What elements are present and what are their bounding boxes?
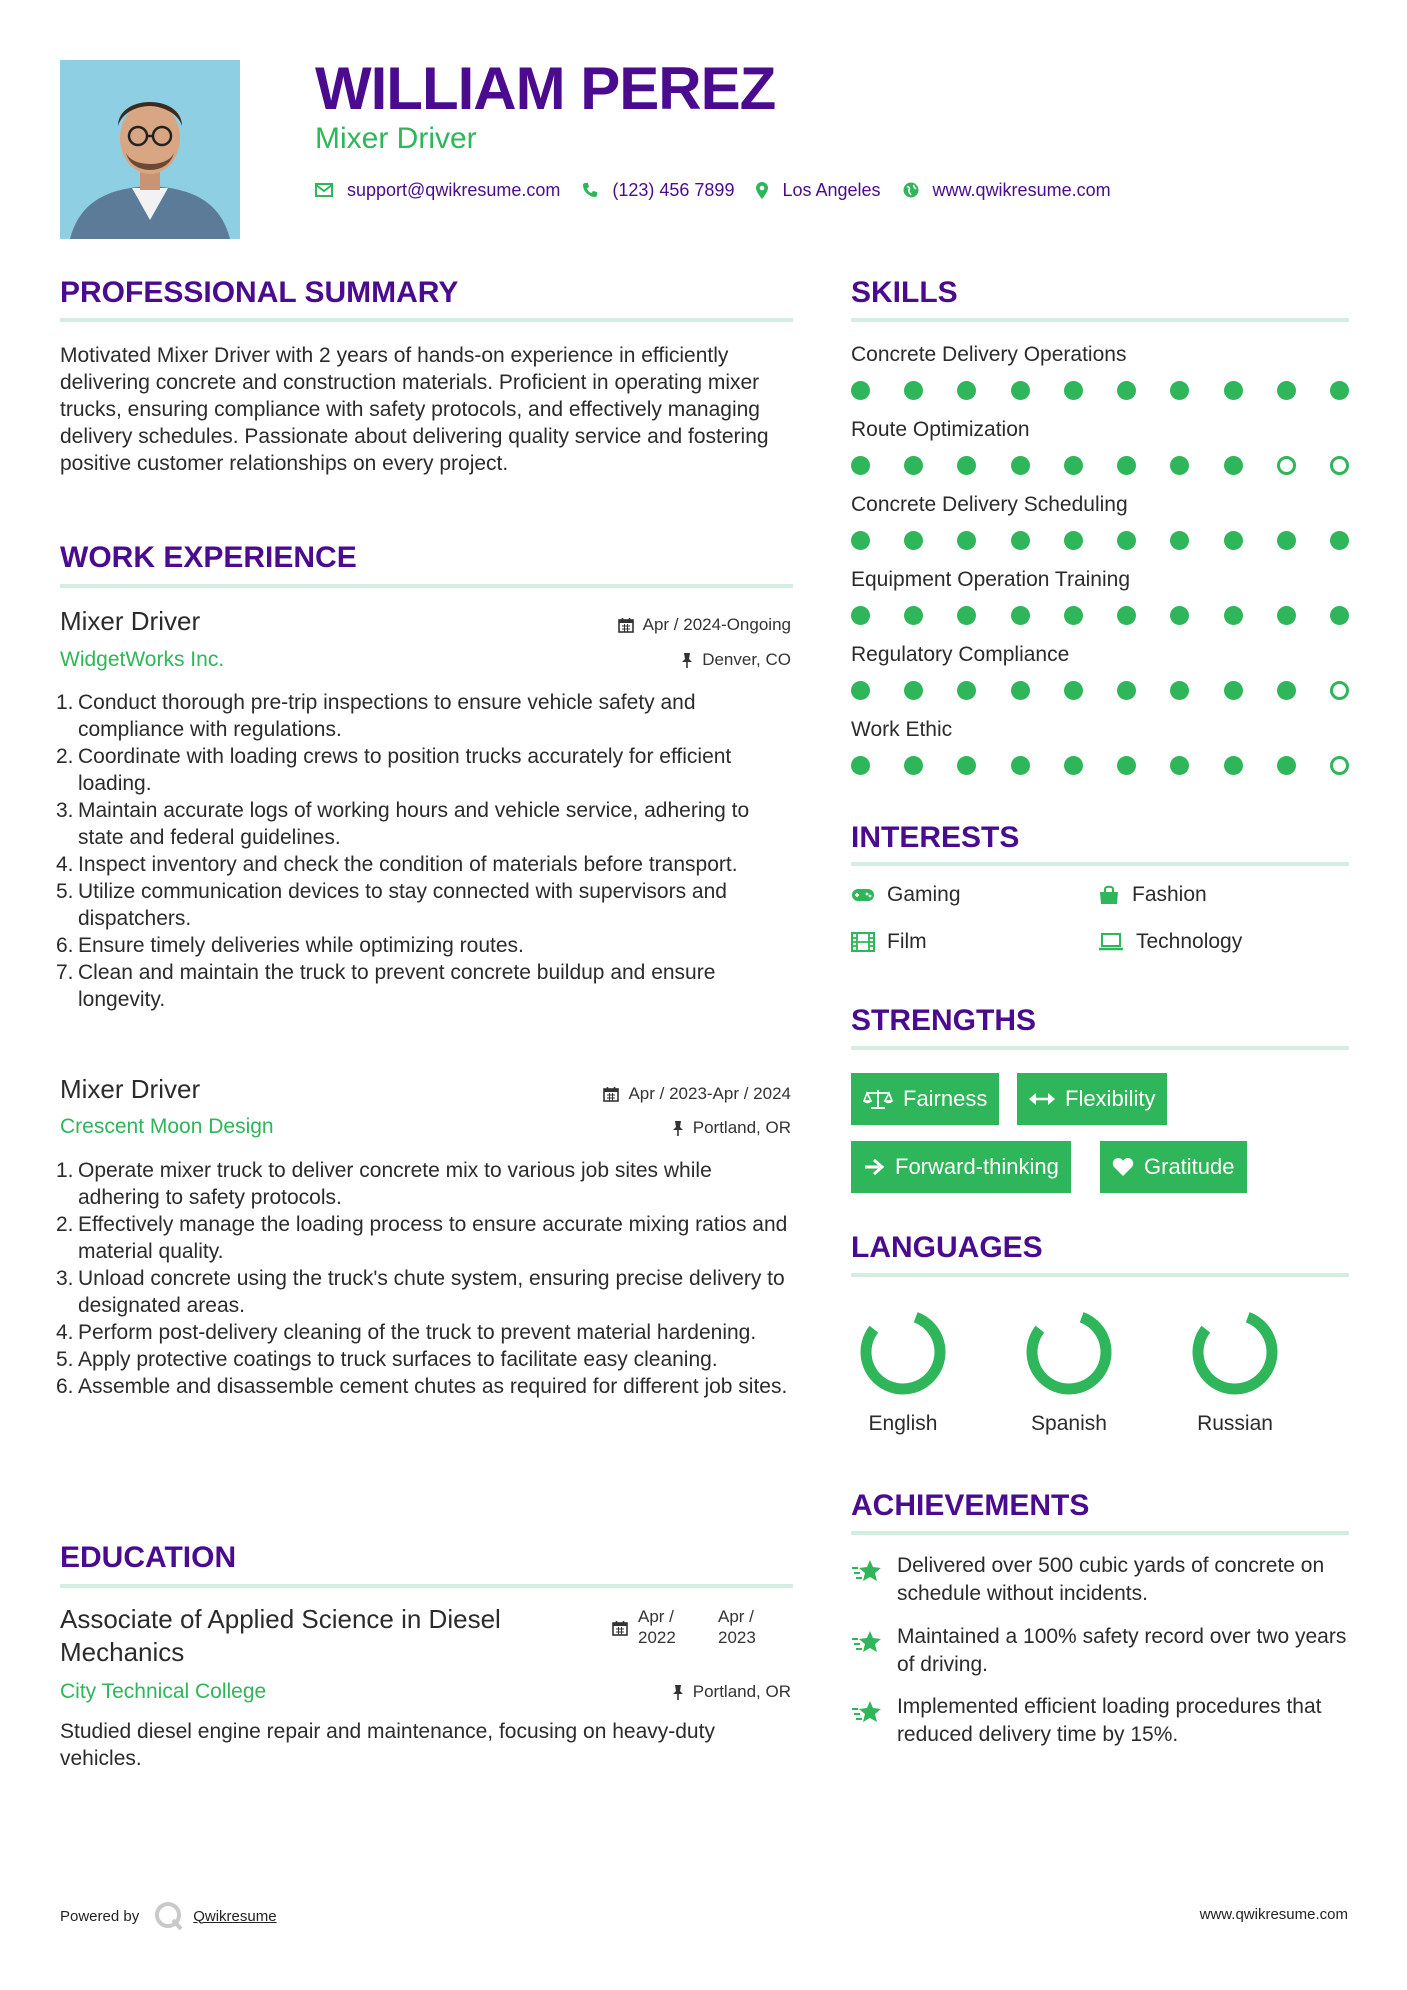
skill-rating	[851, 456, 1349, 476]
list-item: 4. Perform post-delivery cleaning of the truck to prevent material hardening.	[56, 1321, 757, 1344]
job-dates-text: Apr / 2023-Apr / 2024	[628, 1084, 791, 1103]
rating-dot-filled	[1170, 531, 1189, 550]
language-name: Russian	[1197, 1412, 1273, 1435]
skill-name: Work Ethic	[851, 718, 953, 741]
phone-text: (123) 456 7899	[612, 179, 735, 200]
footer-website[interactable]: www.qwikresume.com	[1199, 1906, 1348, 1923]
summary-heading: PROFESSIONAL SUMMARY	[60, 276, 459, 309]
rating-dot-filled	[1064, 531, 1083, 550]
achievement-text: Maintained a 100% safety record over two years of driving.	[896, 1625, 1347, 1676]
list-item: 1. Operate mixer truck to deliver concrete mix to various job sites while adhering to safety protocols.	[56, 1159, 712, 1209]
summary-text: Motivated Mixer Driver with 2 years of hands-on experience in efficiently delivering concrete and construction materials. Proficient in operating mixer trucks, ensuring compliance with safety protocols, and effectively managing delivery schedules. Passionate about delivering quality service and fostering positive customer relationships on every project.	[60, 344, 769, 475]
heart-icon	[1112, 1157, 1134, 1177]
calendar-icon	[618, 617, 634, 633]
globe-icon	[903, 182, 919, 198]
rating-dot-filled	[1224, 381, 1243, 400]
rating-dot-filled	[1170, 606, 1189, 625]
rating-dot-filled	[957, 756, 976, 775]
job-title: Mixer Driver	[60, 606, 201, 636]
skill-name: Concrete Delivery Scheduling	[851, 493, 1128, 516]
rating-dot-filled	[1011, 681, 1030, 700]
rating-dot-empty	[1330, 681, 1349, 700]
job-location-text: Portland, OR	[692, 1118, 791, 1137]
job-location-text: Denver, CO	[702, 650, 791, 669]
interests-heading: INTERESTS	[851, 821, 1020, 854]
rating-dot-filled	[1224, 531, 1243, 550]
rating-dot-filled	[1064, 381, 1083, 400]
candidate-name: WILLIAM PEREZ	[315, 55, 776, 122]
skill-rating	[851, 381, 1349, 401]
rating-dot-filled	[1064, 756, 1083, 775]
list-item: 7. Clean and maintain the truck to prevent concrete buildup and ensure longevity.	[56, 961, 716, 1011]
list-item: 6. Assemble and disassemble cement chutes as required for different job sites.	[56, 1375, 788, 1398]
list-item: 5. Utilize communication devices to stay connected with supervisors and dispatchers.	[56, 880, 727, 930]
laptop-icon	[1098, 933, 1124, 951]
calendar-icon	[603, 1086, 619, 1102]
education-dates	[612, 1606, 778, 1648]
calendar-icon	[612, 1620, 628, 1636]
achievements-divider	[851, 1531, 1349, 1535]
rating-dot-filled	[1224, 756, 1243, 775]
rating-dot-filled	[1064, 456, 1083, 475]
rating-dot-filled	[1170, 456, 1189, 475]
rating-dot-filled	[1011, 756, 1030, 775]
strength-tag: Forward-thinking	[851, 1141, 1071, 1193]
rating-dot-filled	[1117, 531, 1136, 550]
rating-dot-filled	[1011, 606, 1030, 625]
rating-dot-filled	[1170, 756, 1189, 775]
contact-location	[756, 180, 880, 201]
shopping-bag-icon	[1098, 885, 1120, 905]
skill-rating	[851, 681, 1349, 701]
language-name: Spanish	[1031, 1412, 1107, 1435]
skill-name: Route Optimization	[851, 418, 1030, 441]
language-name: English	[868, 1412, 938, 1435]
rating-dot-filled	[1170, 681, 1189, 700]
list-item: 3. Maintain accurate logs of working hours and vehicle service, adhering to state and federal guidelines.	[56, 799, 750, 849]
website-text: www.qwikresume.com	[932, 179, 1111, 200]
experience-divider	[60, 584, 793, 588]
contact-bar	[315, 178, 1133, 202]
gamepad-icon	[851, 887, 875, 903]
rating-dot-filled	[1011, 531, 1030, 550]
achievements-heading: ACHIEVEMENTS	[851, 1489, 1090, 1522]
language-item	[1170, 1302, 1300, 1442]
rating-dot-filled	[1330, 606, 1349, 625]
strength-tag: Flexibility	[1017, 1073, 1167, 1125]
proficiency-arc	[866, 1317, 940, 1389]
job-dates	[618, 615, 791, 635]
list-item: 1. Conduct thorough pre-trip inspections to ensure vehicle safety and compliance with regulations.	[56, 691, 696, 741]
achievement-text: Implemented efficient loading procedures that reduced delivery time by 15%.	[896, 1695, 1322, 1746]
rating-dot-filled	[1224, 456, 1243, 475]
rating-dot-empty	[1277, 456, 1296, 475]
rating-dot-filled	[1117, 456, 1136, 475]
phone-icon	[582, 182, 598, 198]
language-proficiency-ring	[1004, 1302, 1134, 1402]
interest-item: Fashion	[1098, 883, 1207, 907]
job-dates	[603, 1084, 791, 1104]
degree-title: Associate of Applied Science in Diesel Mechanics	[60, 1604, 501, 1667]
rating-dot-filled	[957, 456, 976, 475]
education-location	[672, 1682, 791, 1702]
job-location	[681, 650, 791, 670]
film-icon	[851, 932, 875, 952]
school-name: City Technical College	[60, 1680, 267, 1703]
rating-dot-filled	[1117, 681, 1136, 700]
pushpin-icon	[672, 1120, 684, 1137]
rating-dot-filled	[1277, 606, 1296, 625]
skills-heading: SKILLS	[851, 276, 958, 309]
skill-rating	[851, 756, 1349, 776]
pushpin-icon	[681, 652, 693, 669]
job-duties-list	[56, 689, 790, 1013]
rating-dot-filled	[1277, 681, 1296, 700]
rating-dot-filled	[851, 381, 870, 400]
rating-dot-filled	[1117, 756, 1136, 775]
envelope-icon	[315, 183, 333, 197]
interests-divider	[851, 862, 1349, 866]
strengths-divider	[851, 1046, 1349, 1050]
experience-heading: WORK EXPERIENCE	[60, 541, 357, 574]
education-divider	[60, 1584, 793, 1588]
strength-tag: Fairness	[851, 1073, 999, 1125]
rating-dot-filled	[904, 456, 923, 475]
skills-divider	[851, 318, 1349, 322]
contact-email[interactable]	[315, 180, 560, 201]
list-item: 3. Unload concrete using the truck's chute system, ensuring precise delivery to designated areas.	[56, 1267, 785, 1317]
rating-dot-filled	[851, 606, 870, 625]
map-pin-icon	[756, 182, 768, 199]
rating-dot-filled	[904, 381, 923, 400]
job-location	[672, 1118, 791, 1138]
language-proficiency-ring	[1170, 1302, 1300, 1402]
arrow-right-icon	[863, 1158, 885, 1176]
languages-heading: LANGUAGES	[851, 1231, 1043, 1264]
rating-dot-filled	[957, 381, 976, 400]
achievement-item	[851, 1693, 1351, 1749]
rating-dot-filled	[1224, 606, 1243, 625]
education-start: Apr / 2022	[638, 1607, 676, 1647]
company-name: Crescent Moon Design	[60, 1115, 274, 1138]
education-location-text: Portland, OR	[692, 1682, 791, 1701]
rating-dot-filled	[957, 606, 976, 625]
company-name: WidgetWorks Inc.	[60, 648, 225, 671]
rating-dot-filled	[851, 531, 870, 550]
strength-tag: Gratitude	[1100, 1141, 1247, 1193]
language-item	[838, 1302, 968, 1442]
location-text: Los Angeles	[782, 179, 881, 200]
strengths-heading: STRENGTHS	[851, 1004, 1037, 1037]
list-item: 4. Inspect inventory and check the condition of materials before transport.	[56, 853, 738, 876]
footer-powered-by	[60, 1900, 277, 1932]
education-end: Apr / 2023	[718, 1607, 756, 1647]
rating-dot-filled	[1011, 381, 1030, 400]
arrows-horizontal-icon	[1029, 1092, 1055, 1106]
rating-dot-filled	[1170, 381, 1189, 400]
education-description: Studied diesel engine repair and maintenance, focusing on heavy-duty vehicles.	[60, 1720, 715, 1770]
brand-link[interactable]: Qwikresume	[193, 1907, 277, 1925]
list-item: 2. Effectively manage the loading process to ensure accurate mixing ratios and material quality.	[56, 1213, 788, 1263]
rating-dot-filled	[904, 606, 923, 625]
language-item	[1004, 1302, 1134, 1442]
proficiency-arc	[1198, 1317, 1272, 1389]
contact-phone[interactable]	[582, 180, 734, 201]
rating-dot-filled	[957, 531, 976, 550]
summary-divider	[60, 318, 793, 322]
profile-photo	[60, 60, 240, 239]
scale-icon	[863, 1088, 893, 1110]
achievement-text: Delivered over 500 cubic yards of concrete on schedule without incidents.	[896, 1554, 1325, 1605]
rating-dot-filled	[1064, 606, 1083, 625]
list-item: 2. Coordinate with loading crews to position trucks accurately for efficient loading.	[56, 745, 732, 795]
rating-dot-filled	[1011, 456, 1030, 475]
rating-dot-filled	[904, 681, 923, 700]
languages-divider	[851, 1273, 1349, 1277]
rating-dot-filled	[1117, 606, 1136, 625]
education-heading: EDUCATION	[60, 1541, 237, 1574]
rating-dot-filled	[851, 456, 870, 475]
interest-item: Gaming	[851, 883, 961, 907]
job-title: Mixer Driver	[60, 1074, 201, 1104]
language-proficiency-ring	[838, 1302, 968, 1402]
rating-dot-empty	[1330, 456, 1349, 475]
interest-item: Technology	[1098, 930, 1242, 954]
rating-dot-filled	[851, 756, 870, 775]
rating-dot-filled	[1330, 531, 1349, 550]
rating-dot-filled	[1330, 381, 1349, 400]
pushpin-icon	[672, 1684, 684, 1701]
skill-name: Equipment Operation Training	[851, 568, 1130, 591]
contact-website[interactable]	[903, 180, 1111, 201]
achievement-item	[851, 1623, 1351, 1679]
rating-dot-filled	[904, 756, 923, 775]
rating-dot-filled	[1277, 381, 1296, 400]
job-dates-text: Apr / 2024-Ongoing	[642, 615, 791, 634]
rating-dot-filled	[1117, 381, 1136, 400]
rating-dot-filled	[1277, 531, 1296, 550]
list-item: 6. Ensure timely deliveries while optimizing routes.	[56, 934, 524, 957]
list-item: 5. Apply protective coatings to truck surfaces to facilitate easy cleaning.	[56, 1348, 718, 1371]
rating-dot-filled	[1277, 756, 1296, 775]
skill-name: Regulatory Compliance	[851, 643, 1070, 666]
skill-name: Concrete Delivery Operations	[851, 343, 1127, 366]
skill-rating	[851, 531, 1349, 551]
star-icon	[851, 1556, 883, 1586]
rating-dot-empty	[1330, 756, 1349, 775]
rating-dot-filled	[904, 531, 923, 550]
star-icon	[851, 1697, 883, 1727]
email-text: support@qwikresume.com	[347, 179, 561, 200]
interest-item: Film	[851, 930, 927, 954]
rating-dot-filled	[1064, 681, 1083, 700]
rating-dot-filled	[851, 681, 870, 700]
achievement-item	[851, 1552, 1351, 1608]
proficiency-arc	[1032, 1317, 1106, 1389]
skill-rating	[851, 606, 1349, 626]
qwikresume-logo-icon	[153, 1900, 185, 1932]
rating-dot-filled	[957, 681, 976, 700]
rating-dot-filled	[1224, 681, 1243, 700]
powered-by-text: Powered by	[60, 1907, 140, 1925]
star-icon	[851, 1627, 883, 1657]
candidate-title: Mixer Driver	[315, 122, 477, 155]
job-duties-list	[56, 1157, 790, 1400]
